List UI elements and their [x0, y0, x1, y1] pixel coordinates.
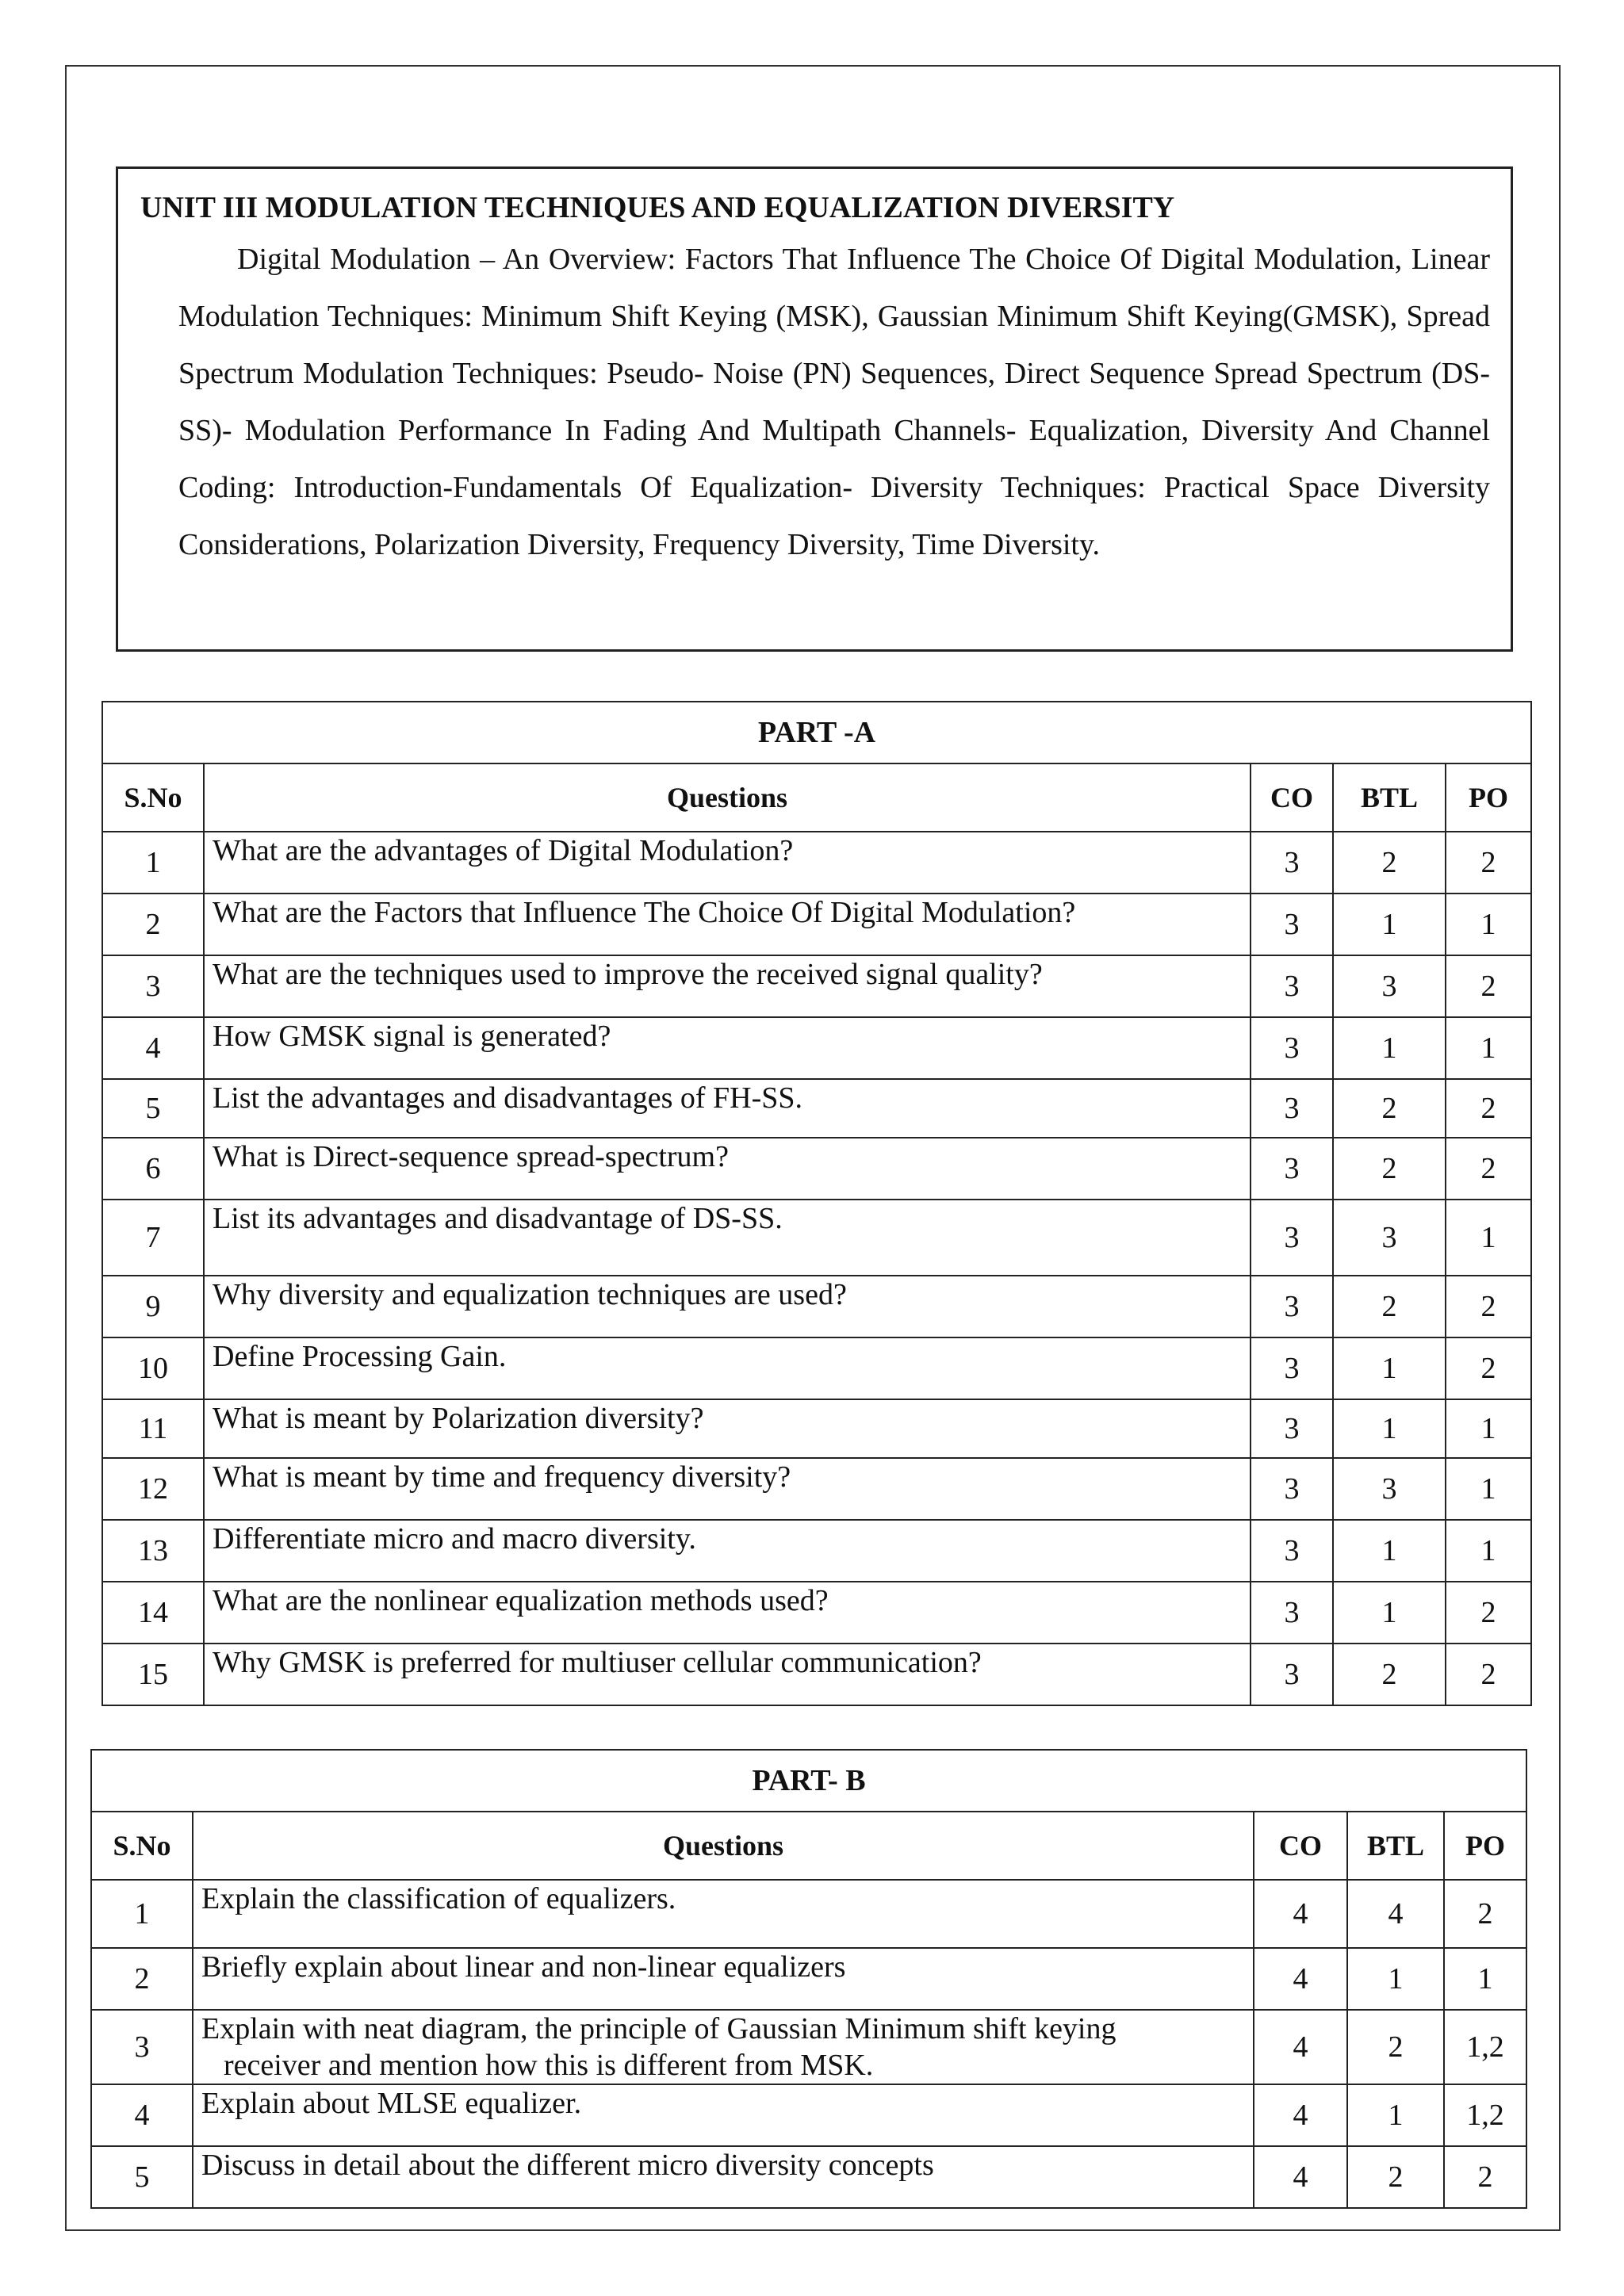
- po-value: 2: [1444, 1880, 1526, 1948]
- serial-number: 15: [102, 1644, 204, 1705]
- part-a-table: [102, 701, 1532, 1706]
- co-value: 3: [1251, 1017, 1333, 1079]
- serial-number: 1: [91, 1880, 193, 1948]
- question-line: Briefly explain about linear and non-linear equalizers: [201, 1950, 846, 1984]
- co-value: 3: [1251, 955, 1333, 1017]
- btl-value: 2: [1333, 1079, 1446, 1138]
- table-row: [102, 832, 1531, 894]
- serial-number: 11: [102, 1399, 204, 1458]
- question-text: [193, 2146, 1254, 2208]
- table-row: [102, 894, 1531, 955]
- question-line: What is meant by Polarization diversity?: [213, 1402, 704, 1435]
- btl-value: 1: [1347, 1948, 1444, 2010]
- table-row: [102, 1079, 1531, 1138]
- table-row: [102, 1276, 1531, 1337]
- table-row: [102, 1520, 1531, 1582]
- question-text: [204, 1276, 1251, 1337]
- co-value: 3: [1251, 1138, 1333, 1200]
- btl-value: 2: [1347, 2010, 1444, 2084]
- po-value: 2: [1446, 1079, 1531, 1138]
- btl-value: 2: [1333, 1276, 1446, 1337]
- question-line: Why diversity and equalization techniques are used?: [213, 1278, 847, 1311]
- question-text: [193, 2010, 1254, 2084]
- co-value: 3: [1251, 1582, 1333, 1644]
- po-value: 1: [1446, 1520, 1531, 1582]
- co-value: 3: [1251, 1520, 1333, 1582]
- btl-value: 1: [1333, 1520, 1446, 1582]
- question-line: Explain about MLSE equalizer.: [201, 2087, 582, 2120]
- question-line: How GMSK signal is generated?: [213, 1020, 611, 1053]
- serial-number: 12: [102, 1458, 204, 1520]
- po-value: 1: [1446, 1017, 1531, 1079]
- table-row: [102, 1399, 1531, 1458]
- btl-value: 1: [1333, 1017, 1446, 1079]
- btl-value: 3: [1333, 1458, 1446, 1520]
- po-value: 2: [1446, 1276, 1531, 1337]
- table-row: [91, 1948, 1526, 2010]
- co-value: 4: [1254, 2084, 1347, 2146]
- btl-value: 2: [1333, 832, 1446, 894]
- table-row: [102, 1138, 1531, 1200]
- po-value: 2: [1446, 955, 1531, 1017]
- co-value: 3: [1251, 832, 1333, 894]
- question-line: What is meant by time and frequency diversity?: [213, 1460, 791, 1494]
- question-text: [193, 2084, 1254, 2146]
- col-header-po: PO: [1444, 1812, 1526, 1880]
- question-line: Discuss in detail about the different micro diversity concepts: [201, 2149, 934, 2182]
- serial-number: 2: [91, 1948, 193, 2010]
- co-value: 3: [1251, 894, 1333, 955]
- table-row: [102, 1458, 1531, 1520]
- unit-title: UNIT III MODULATION TECHNIQUES AND EQUALIZATION DIVERSITY: [140, 191, 1175, 224]
- serial-number: 5: [102, 1079, 204, 1138]
- po-value: 2: [1446, 1644, 1531, 1705]
- question-text: [204, 1017, 1251, 1079]
- question-text: [204, 1582, 1251, 1644]
- question-text: [204, 1458, 1251, 1520]
- table-row: [102, 955, 1531, 1017]
- serial-number: 5: [91, 2146, 193, 2208]
- co-value: 3: [1251, 1399, 1333, 1458]
- co-value: 3: [1251, 1337, 1333, 1399]
- question-line: What are the techniques used to improve the received signal quality?: [213, 958, 1043, 991]
- question-line: Define Processing Gain.: [213, 1340, 507, 1373]
- question-text: [204, 955, 1251, 1017]
- question-text: [204, 1200, 1251, 1276]
- serial-number: 4: [102, 1017, 204, 1079]
- table-row: [102, 1644, 1531, 1705]
- po-value: 1: [1446, 894, 1531, 955]
- question-continuation: receiver and mention how this is different from MSK.: [224, 2049, 874, 2082]
- po-value: 1: [1446, 1458, 1531, 1520]
- syllabus-box: [116, 166, 1513, 652]
- question-line: What are the Factors that Influence The Choice Of Digital Modulation?: [213, 896, 1076, 929]
- table-row: [91, 1880, 1526, 1948]
- po-value: 1,2: [1444, 2010, 1526, 2084]
- table-row: [102, 1582, 1531, 1644]
- part-a-title: PART -A: [102, 702, 1531, 763]
- part-b-title: PART- B: [91, 1750, 1526, 1812]
- question-text: [204, 1644, 1251, 1705]
- serial-number: 14: [102, 1582, 204, 1644]
- serial-number: 3: [102, 955, 204, 1017]
- btl-value: 2: [1333, 1138, 1446, 1200]
- co-value: 4: [1254, 1948, 1347, 2010]
- question-line: What are the nonlinear equalization methods used?: [213, 1584, 829, 1617]
- col-header-btl: BTL: [1333, 763, 1446, 832]
- col-header-sno: S.No: [102, 763, 204, 832]
- co-value: 3: [1251, 1458, 1333, 1520]
- col-header-questions: Questions: [204, 763, 1251, 832]
- question-text: [204, 1399, 1251, 1458]
- po-value: 2: [1446, 1337, 1531, 1399]
- question-text: [204, 894, 1251, 955]
- po-value: 2: [1446, 1582, 1531, 1644]
- serial-number: 4: [91, 2084, 193, 2146]
- table-row: [91, 2084, 1526, 2146]
- col-header-co: CO: [1251, 763, 1333, 832]
- co-value: 4: [1254, 2146, 1347, 2208]
- question-line: What is Direct-sequence spread-spectrum?: [213, 1140, 729, 1173]
- serial-number: 3: [91, 2010, 193, 2084]
- question-text: [204, 1079, 1251, 1138]
- table-row: [91, 2010, 1526, 2084]
- co-value: 4: [1254, 2010, 1347, 2084]
- col-header-sno: S.No: [91, 1812, 193, 1880]
- btl-value: 1: [1347, 2084, 1444, 2146]
- serial-number: 2: [102, 894, 204, 955]
- question-text: [204, 832, 1251, 894]
- question-text: [193, 1880, 1254, 1948]
- serial-number: 13: [102, 1520, 204, 1582]
- co-value: 4: [1254, 1880, 1347, 1948]
- po-value: 1,2: [1444, 2084, 1526, 2146]
- btl-value: 2: [1347, 2146, 1444, 2208]
- question-line: Differentiate micro and macro diversity.: [213, 1522, 696, 1556]
- btl-value: 1: [1333, 1399, 1446, 1458]
- question-text: [193, 1948, 1254, 2010]
- btl-value: 1: [1333, 1582, 1446, 1644]
- col-header-po: PO: [1446, 763, 1531, 832]
- serial-number: 7: [102, 1200, 204, 1276]
- col-header-btl: BTL: [1347, 1812, 1444, 1880]
- question-line: Why GMSK is preferred for multiuser cellular communication?: [213, 1646, 982, 1679]
- table-row: [91, 2146, 1526, 2208]
- po-value: 1: [1446, 1399, 1531, 1458]
- po-value: 2: [1444, 2146, 1526, 2208]
- serial-number: 10: [102, 1337, 204, 1399]
- question-line: Explain the classification of equalizers.: [201, 1882, 676, 1915]
- unit-description: Digital Modulation – An Overview: Factors That Influence The Choice Of Digital Modulation, Linear Modulation Techniques: Minimum Shift Keying (MSK), Gaussian Minimum Shift Keying(GMSK), Spread Spectrum Modulation Techniques: Pseudo- Noise (PN) Sequences, Direct Sequence Spread Spectrum (DS-SS)- Modulation Performance In Fading And Multipath Channels- Equalization, Diversity And Channel Coding: Introduction-Fundamentals Of Equalization- Diversity Techniques: Practical Space Diversity Considerations, Polarization Diversity, Frequency Diversity, Time Diversity.: [178, 243, 1490, 561]
- col-header-co: CO: [1254, 1812, 1347, 1880]
- serial-number: 9: [102, 1276, 204, 1337]
- btl-value: 1: [1333, 1337, 1446, 1399]
- serial-number: 6: [102, 1138, 204, 1200]
- question-line: What are the advantages of Digital Modulation?: [213, 834, 794, 867]
- po-value: 2: [1446, 1138, 1531, 1200]
- table-row: [102, 1337, 1531, 1399]
- part-b-table: [90, 1749, 1527, 2209]
- question-line: List the advantages and disadvantages of FH-SS.: [213, 1081, 803, 1115]
- question-line: List its advantages and disadvantage of DS-SS.: [213, 1202, 783, 1235]
- col-header-questions: Questions: [193, 1812, 1254, 1880]
- co-value: 3: [1251, 1644, 1333, 1705]
- question-text: [204, 1520, 1251, 1582]
- btl-value: 2: [1333, 1644, 1446, 1705]
- btl-value: 3: [1333, 1200, 1446, 1276]
- table-row: [102, 1017, 1531, 1079]
- btl-value: 3: [1333, 955, 1446, 1017]
- co-value: 3: [1251, 1200, 1333, 1276]
- po-value: 1: [1446, 1200, 1531, 1276]
- po-value: 2: [1446, 832, 1531, 894]
- btl-value: 1: [1333, 894, 1446, 955]
- co-value: 3: [1251, 1079, 1333, 1138]
- co-value: 3: [1251, 1276, 1333, 1337]
- btl-value: 4: [1347, 1880, 1444, 1948]
- question-line: Explain with neat diagram, the principle of Gaussian Minimum shift keying: [201, 2012, 1116, 2045]
- table-row: [102, 1200, 1531, 1276]
- question-text: [204, 1138, 1251, 1200]
- serial-number: 1: [102, 832, 204, 894]
- question-text: [204, 1337, 1251, 1399]
- po-value: 1: [1444, 1948, 1526, 2010]
